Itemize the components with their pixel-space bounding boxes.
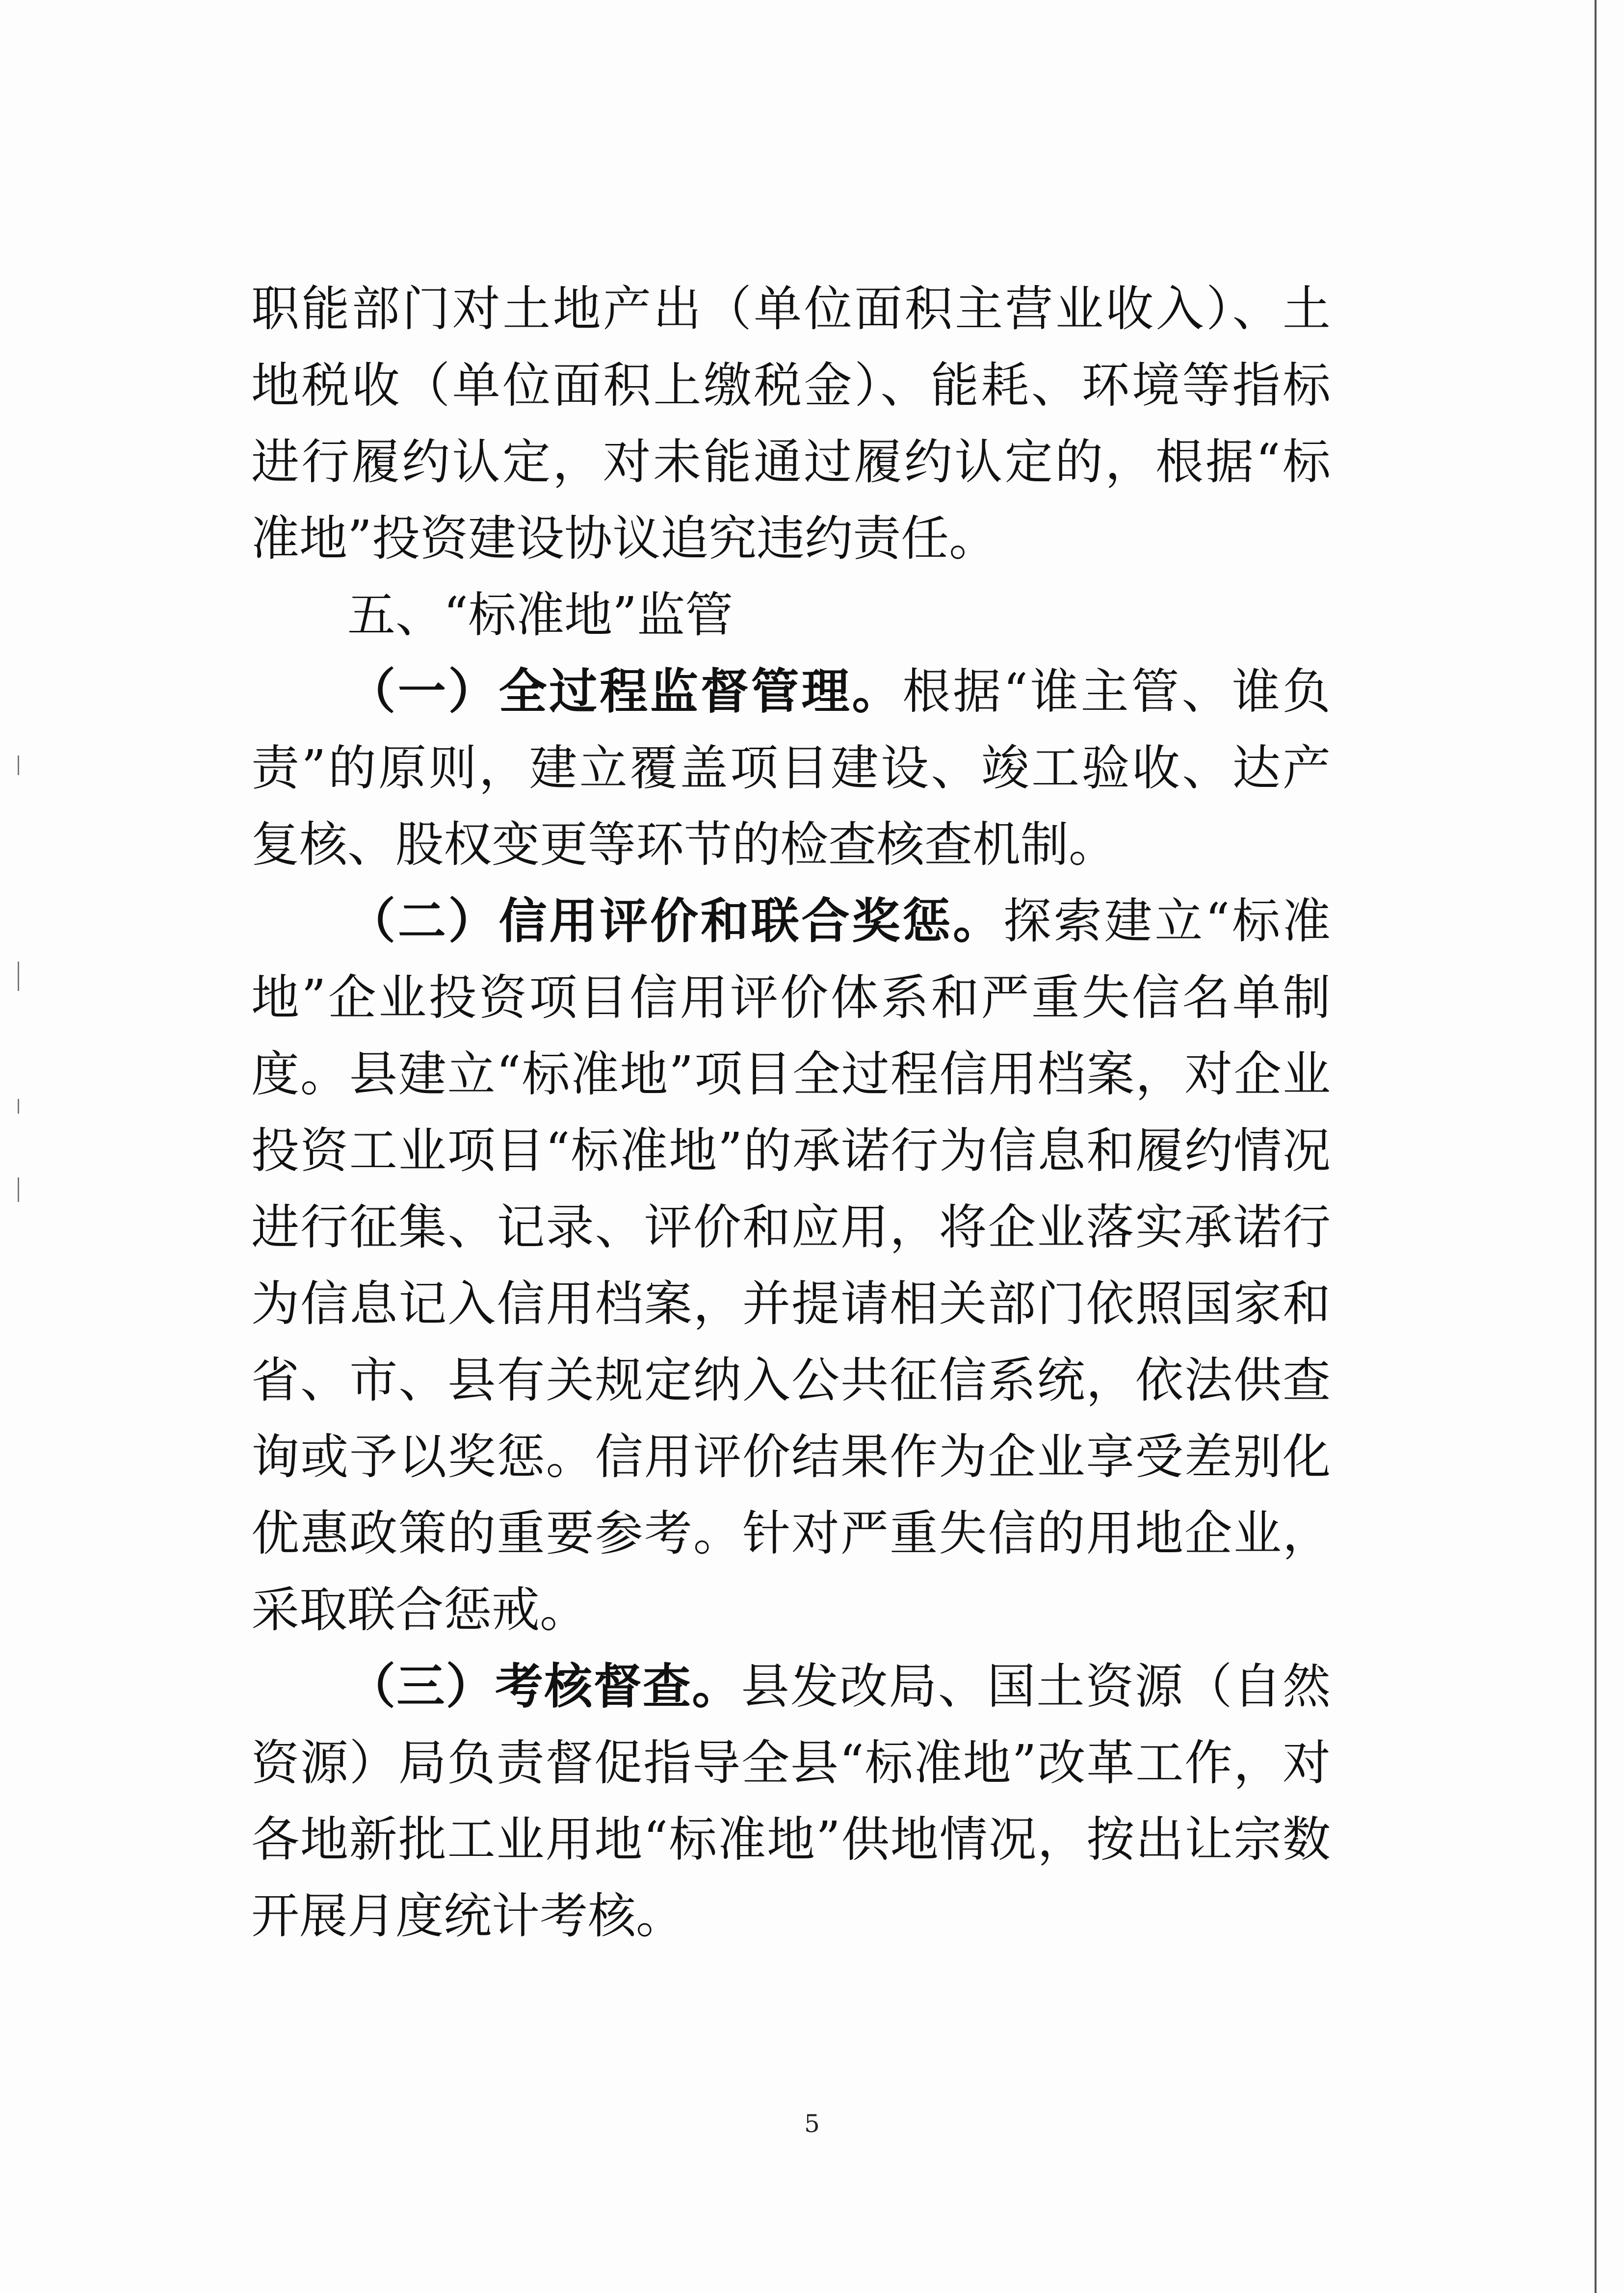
page-number: 5 [804, 2110, 820, 2138]
document-body [251, 271, 1331, 1954]
section-heading: 五、“标准地”监管 [347, 587, 733, 643]
item-lead: （三）考核督查。 [347, 1658, 741, 1715]
scan-edge-line [1595, 0, 1597, 2293]
item-text: 县发改局、国土资源（自然资源）局负责督促指导全县“标准地”改革工作，对各地新批工业用地“标准地”供地情况，按出让宗数开展月度统计考核。 [251, 1659, 1331, 1944]
list-item [251, 1648, 1331, 1954]
item-lead: （二）信用评价和联合奖惩。 [347, 893, 1003, 949]
scan-mark [18, 756, 19, 775]
paragraph-text: 职能部门对土地产出（单位面积主营业收入）、土地税收（单位面积上缴税金）、能耗、环境等指标进行履约认定，对未能通过履约认定的，根据“标准地”投资建设协议追究违约责任。 [251, 281, 1331, 567]
item-lead: （一）全过程监督管理。 [347, 663, 903, 720]
scan-mark [18, 962, 19, 991]
scan-mark [18, 1099, 19, 1114]
item-text: 探索建立“标准地”企业投资项目信用评价体系和严重失信名单制度。县建立“标准地”项目全过程信用档案，对企业投资工业项目“标准地”的承诺行为信息和履约情况进行征集、记录、评价和应用，将企业落实承诺行为信息记入信用档案，并提请相关部门依照国家和省、市、县有关规定纳入公共征信系统，依法供查询或予以奖惩。信用评价结果作为企业享受差别化优惠政策的重要参考。针对严重失信的用地企业，采取联合惩戒。 [251, 893, 1331, 1638]
item-text: 根据“谁主管、谁负责”的原则，建立覆盖项目建设、竣工验收、达产复核、股权变更等环节的检查核查机制。 [251, 664, 1331, 873]
scan-mark [18, 1177, 19, 1202]
body-paragraph [251, 271, 1331, 577]
list-item [251, 883, 1331, 1648]
list-item [251, 653, 1331, 883]
